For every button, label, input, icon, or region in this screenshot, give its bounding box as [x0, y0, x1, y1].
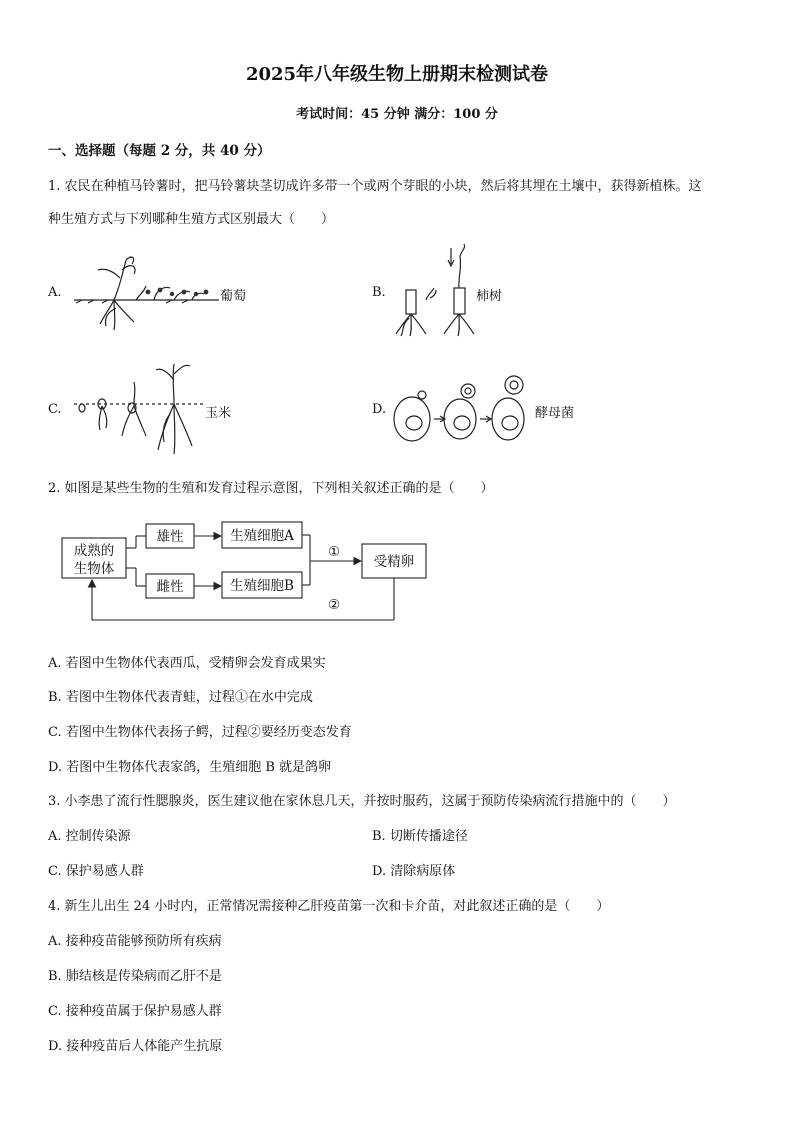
q1-option-b-letter: B. [372, 285, 386, 300]
cell-a-label: 生殖细胞A [230, 528, 294, 544]
male-label: 雄性 [156, 529, 184, 545]
question-1-stem-line1: 1. 农民在种植马铃薯时，把马铃薯块茎切成许多带一个或两个芽眼的小块，然后将其埋在土壤中，获得新植株。这 [48, 179, 702, 194]
question-3-stem: 3. 小李患了流行性腮腺炎，医生建议他在家休息几天，并按时服药，这属于预防传染病流行措施中的（ ） [48, 794, 676, 809]
step-2-label: ② [327, 597, 341, 613]
q3-option-a: A. 控制传染源 [48, 829, 131, 844]
grape-cutting-illustration [74, 248, 219, 338]
cell-b-label: 生殖细胞B [230, 578, 294, 594]
female-label: 雌性 [156, 579, 184, 595]
q2-option-b: B. 若图中生物体代表青蛙，过程①在水中完成 [48, 690, 313, 705]
q2-option-a: A. 若图中生物体代表西瓜，受精卵会发育成果实 [48, 656, 326, 671]
q1-option-a-caption: 葡萄 [220, 289, 247, 304]
q1-option-b-caption: 柿树 [476, 289, 503, 304]
exam-info: 考试时间：45 分钟 满分：100 分 [296, 107, 498, 122]
q1-option-c-letter: C. [48, 402, 62, 417]
reproduction-process-diagram [56, 518, 436, 628]
question-1-stem-line2: 种生殖方式与下列哪种生殖方式区别最大（ ） [48, 212, 335, 227]
q4-option-b: B. 肺结核是传染病而乙肝不是 [48, 969, 222, 984]
organism-label-2: 生物体 [73, 561, 115, 577]
q1-option-d-caption: 酵母菌 [535, 406, 575, 421]
q1-option-d-letter: D. [372, 402, 387, 417]
q1-option-a-letter: A. [48, 285, 62, 300]
page-title: 2025年八年级生物上册期末检测试卷 [245, 64, 549, 85]
q4-option-d: D. 接种疫苗后人体能产生抗原 [48, 1039, 223, 1054]
q3-option-c: C. 保护易感人群 [48, 864, 144, 879]
section-heading: 一、选择题（每题 2 分，共 40 分） [48, 143, 271, 159]
q4-option-c: C. 接种疫苗属于保护易感人群 [48, 1004, 222, 1019]
q3-option-b: B. 切断传播途径 [372, 829, 468, 844]
q4-option-a: A. 接种疫苗能够预防所有疾病 [48, 934, 222, 949]
q1-option-c-caption: 玉米 [205, 406, 232, 421]
q3-option-d: D. 清除病原体 [372, 864, 456, 879]
organism-label-1: 成熟的 [73, 543, 115, 559]
persimmon-grafting-illustration [392, 242, 476, 338]
step-1-label: ① [327, 544, 341, 560]
q2-option-c: C. 若图中生物体代表扬子鳄，过程②要经历变态发育 [48, 725, 352, 740]
yeast-budding-illustration [392, 373, 532, 445]
zygote-label: 受精卵 [373, 554, 415, 570]
question-2-stem: 2. 如图是某些生物的生殖和发育过程示意图，下列相关叙述正确的是（ ） [48, 481, 494, 496]
q2-option-d: D. 若图中生物体代表家鸽，生殖细胞 B 就是鸽卵 [48, 760, 332, 775]
question-4-stem: 4. 新生儿出生 24 小时内，正常情况需接种乙肝疫苗第一次和卡介苗，对此叙述正确的是（ ） [48, 899, 610, 914]
corn-germination-illustration [74, 360, 204, 456]
